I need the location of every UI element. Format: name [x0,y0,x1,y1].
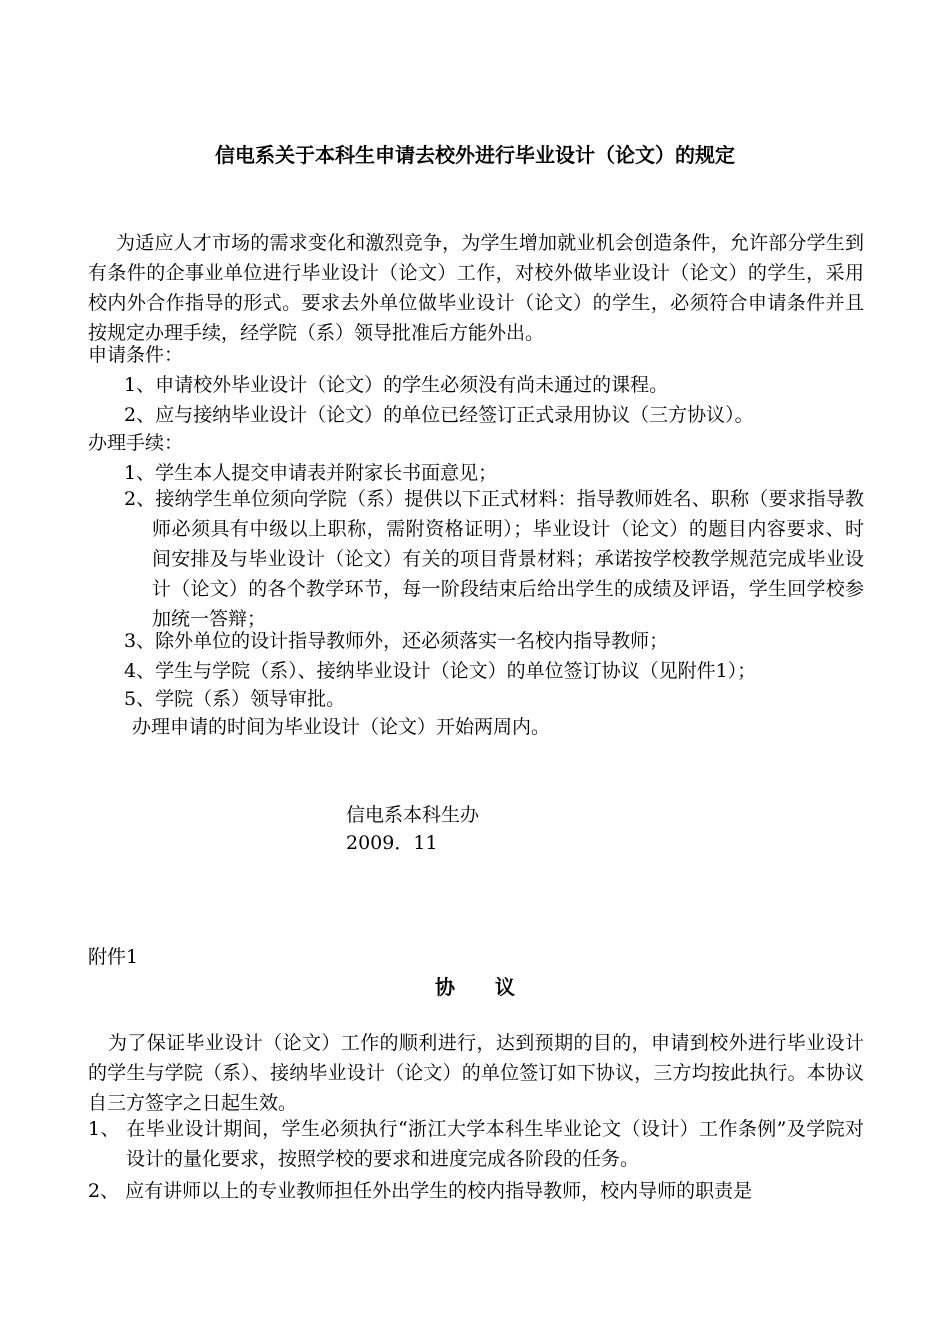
intro-paragraph: 为适应人才市场的需求变化和激烈竞争，为学生增加就业机会创造条件，允许部分学生到有条件的企事业单位进行毕业设计（论文）工作，对校外做毕业设计（论文）的学生，采用校内外合作指导的形式。要求去外单位做毕业设计（论文）的学生，必须符合申请条件并且按规定办理手续，经学院（系）领导批准后方能外出。 [88,232,864,344]
procedure-item: 3、除外单位的设计指导教师外，还必须落实一名校内指导教师； [124,630,669,652]
condition-item: 1、申请校外毕业设计（论文）的学生必须没有尚未通过的课程。 [124,374,669,396]
agreement-clause: 1、 在毕业设计期间，学生必须执行“浙江大学本科生毕业论文（设计）工作条例”及学院对设计的量化要求，按照学校的要求和进度完成各阶段的任务。 [88,1118,864,1170]
procedure-item: 5、学院（系）领导审批。 [124,688,346,710]
procedures-heading: 办理手续： [88,432,184,454]
agreement-title: 协议 [435,975,555,999]
conditions-heading: 申请条件： [88,344,184,366]
agreement-clause: 2、 应有讲师以上的专业教师担任外出学生的校内指导教师，校内导师的职责是 [88,1180,753,1202]
procedure-item: 2、接纳学生单位须向学院（系）提供以下正式材料：指导教师姓名、职称（要求指导教师必须具有中级以上职称，需附资格证明）；毕业设计（论文）的题目内容要求、时间安排及与毕业设计（论文）有关的项目背景材料；承诺按学校教学规范完成毕业设计（论文）的各个教学环节，每一阶段结束后给出学生的成绩及评语，学生回学校参加统一答辩； [124,488,864,630]
agreement-intro: 为了保证毕业设计（论文）工作的顺利进行，达到预期的目的，申请到校外进行毕业设计的学生与学院（系）、接纳毕业设计（论文）的单位签订如下协议，三方均按此执行。本协议自三方签字之日起生效。 [88,1032,864,1114]
signature-office: 信电系本科生办 [346,804,480,826]
procedure-item: 1、学生本人提交申请表并附家长书面意见； [124,462,498,484]
condition-item: 2、应与接纳毕业设计（论文）的单位已经签订正式录用协议（三方协议）。 [124,404,754,426]
attachment-label: 附件1 [88,946,139,968]
procedure-item: 4、学生与学院（系）、接纳毕业设计（论文）的单位签订协议（见附件1）； [124,660,757,682]
signature-date: 2009．11 [346,832,438,854]
document-title: 信电系关于本科生申请去校外进行毕业设计（论文）的规定 [215,143,735,167]
timing-note: 办理申请的时间为毕业设计（论文）开始两周内。 [132,716,551,738]
